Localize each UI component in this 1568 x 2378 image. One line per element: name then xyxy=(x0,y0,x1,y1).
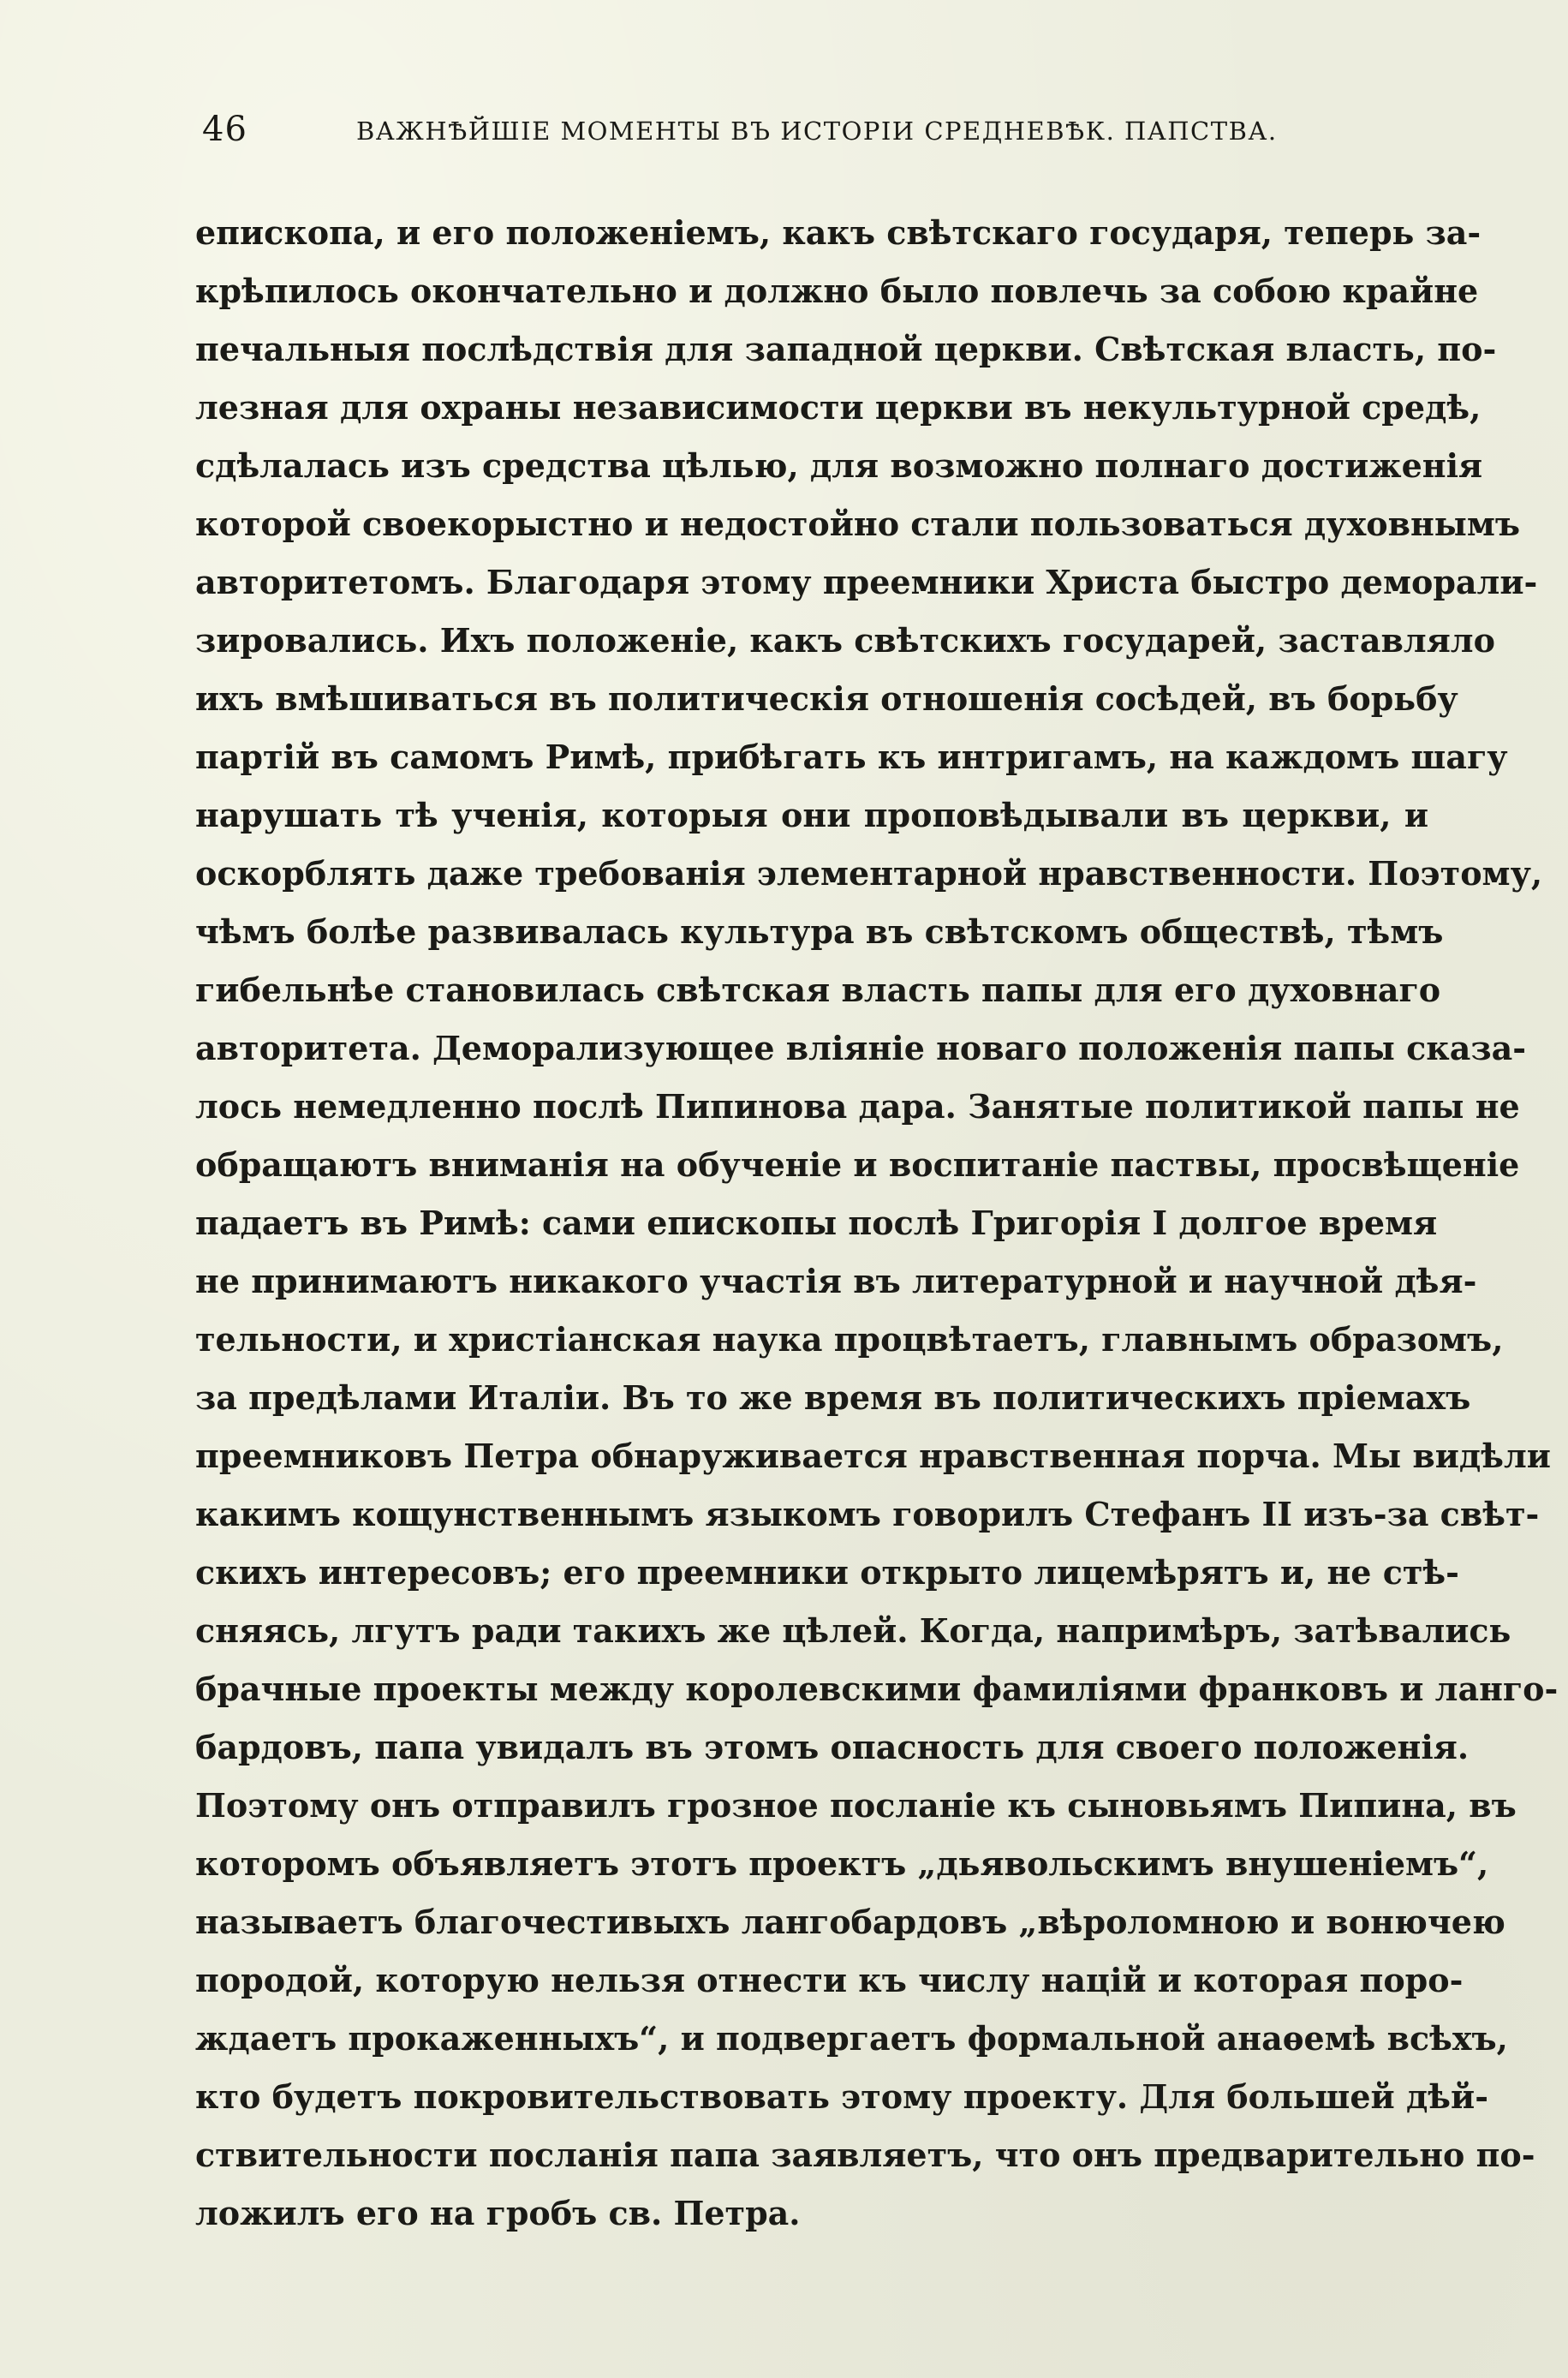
text-line: кто будетъ покровительствовать этому проекту. Для большей дѣй- xyxy=(195,2077,1488,2116)
text-line: которомъ объявляетъ этотъ проектъ „дьявольскимъ внушеніемъ“, xyxy=(195,1844,1489,1883)
text-line: ждаетъ прокаженныхъ“, и подвергаетъ формальной анаѳемѣ всѣхъ, xyxy=(195,2019,1508,2058)
page-header xyxy=(202,110,1435,161)
text-line: лось немедленно послѣ Пипинова дара. Занятые политикой папы не xyxy=(195,1087,1520,1126)
text-line: авторитетомъ. Благодаря этому преемники Христа быстро деморали- xyxy=(195,563,1538,601)
text-line: гибельнѣе становилась свѣтская власть папы для его духовнаго xyxy=(195,971,1441,1009)
text-line: бардовъ, папа увидалъ въ этомъ опасность для своего положенія. xyxy=(195,1728,1470,1766)
text-line: брачные проекты между королевскими фамиліями франковъ и ланго- xyxy=(195,1670,1559,1708)
text-line: породой, которую нельзя отнести къ числу націй и которая поро- xyxy=(195,1961,1464,1999)
text-line: тельности, и христіанская наука процвѣтаетъ, главнымъ образомъ, xyxy=(195,1320,1504,1359)
text-line: чѣмъ болѣе развивалась культура въ свѣтскомъ обществѣ, тѣмъ xyxy=(195,912,1444,951)
text-line: за предѣлами Италіи. Въ то же время въ политическихъ пріемахъ xyxy=(195,1378,1471,1417)
text-line: крѣпилось окончательно и должно было повлечь за собою крайне xyxy=(195,272,1479,310)
text-line: ствительности посланія папа заявляетъ, что онъ предварительно по- xyxy=(195,2136,1535,2174)
text-line: партій въ самомъ Римѣ, прибѣгать къ интригамъ, на каждомъ шагу xyxy=(195,738,1508,776)
text-line: ихъ вмѣшиваться въ политическія отношенія сосѣдей, въ борьбу xyxy=(195,679,1458,718)
body-text xyxy=(195,204,1559,2243)
running-title: ВАЖНѢЙШІЕ МОМЕНТЫ ВЪ ИСТОРІИ СРЕДНЕВѢК. ПАПСТВА. xyxy=(356,117,1278,146)
text-line: какимъ кощунственнымъ языкомъ говорилъ Стефанъ II изъ-за свѣт- xyxy=(195,1495,1540,1533)
text-line: лезная для охраны независимости церкви въ некультурной средѣ, xyxy=(195,388,1482,427)
text-line: епископа, и его положеніемъ, какъ свѣтскаго государя, теперь за- xyxy=(195,213,1482,252)
page-number: 46 xyxy=(202,110,247,149)
text-line: ложилъ его на гробъ св. Петра. xyxy=(195,2194,801,2232)
text-line: падаетъ въ Римѣ: сами епископы послѣ Григорія I долгое время xyxy=(195,1204,1438,1242)
text-line: которой своекорыстно и недостойно стали пользоваться духовнымъ xyxy=(195,505,1521,543)
text-line: скихъ интересовъ; его преемники открыто лицемѣрятъ и, не стѣ- xyxy=(195,1553,1459,1592)
text-line: печальныя послѣдствія для западной церкви. Свѣтская власть, по- xyxy=(195,330,1497,368)
text-line: авторитета. Деморализующее вліяніе новаго положенія папы сказа- xyxy=(195,1029,1526,1067)
text-line: обращаютъ вниманія на обученіе и воспитаніе паствы, просвѣщеніе xyxy=(195,1145,1520,1184)
text-line: Поэтому онъ отправилъ грозное посланіе къ сыновьямъ Пипина, въ xyxy=(195,1786,1517,1825)
text-line: сдѣлалась изъ средства цѣлью, для возможно полнаго достиженія xyxy=(195,446,1483,485)
text-line: зировались. Ихъ положеніе, какъ свѣтскихъ государей, заставляло xyxy=(195,621,1495,660)
text-line: не принимаютъ никакого участія въ литературной и научной дѣя- xyxy=(195,1262,1477,1300)
text-line: сняясь, лгутъ ради такихъ же цѣлей. Когда, напримѣръ, затѣвались xyxy=(195,1611,1511,1650)
text-line: нарушать тѣ ученія, которыя они проповѣдывали въ церкви, и xyxy=(195,796,1428,834)
text-line: называетъ благочестивыхъ лангобардовъ „вѣроломною и вонючею xyxy=(195,1903,1505,1941)
text-line: оскорблять даже требованія элементарной нравственности. Поэтому, xyxy=(195,854,1543,893)
text-line: преемниковъ Петра обнаруживается нравственная порча. Мы видѣли xyxy=(195,1437,1551,1475)
